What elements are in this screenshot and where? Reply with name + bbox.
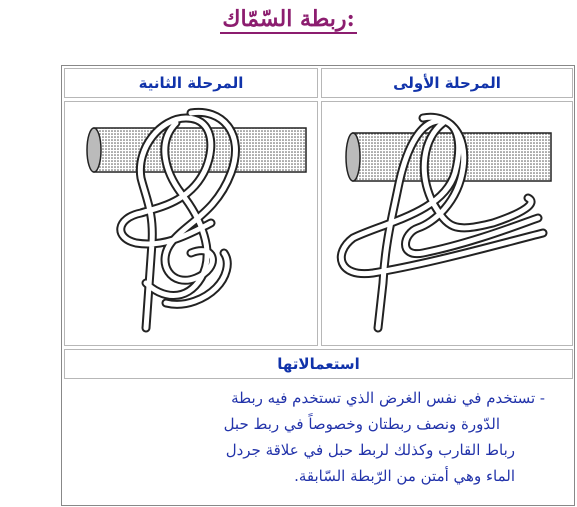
stage-1-header: المرحلة الأولى (321, 68, 573, 98)
stage-2-knot-illustration (66, 103, 316, 344)
uses-line-3: رباط القارب وكذلك لربط حبل في علاقة جردل (225, 441, 515, 459)
spar-pole (346, 133, 551, 181)
stage-1-knot-illustration (323, 103, 571, 344)
stage-2-header: المرحلة الثانية (64, 68, 318, 98)
spar-pole (87, 128, 306, 172)
uses-line-1: - تستخدم في نفس الغرض الذي تستخدم فيه ربطة (231, 389, 545, 407)
uses-line-4: الماء وهي أمتن من الرّبطة السّابقة. (294, 467, 515, 485)
uses-description (70, 385, 545, 489)
uses-header: استعمالاتها (64, 349, 573, 379)
uses-line-2: الدّورة ونصف ربطتان وخصوصاً في ربط حبل (223, 415, 500, 433)
page-title: ربطة السّمّاك: (222, 6, 355, 32)
